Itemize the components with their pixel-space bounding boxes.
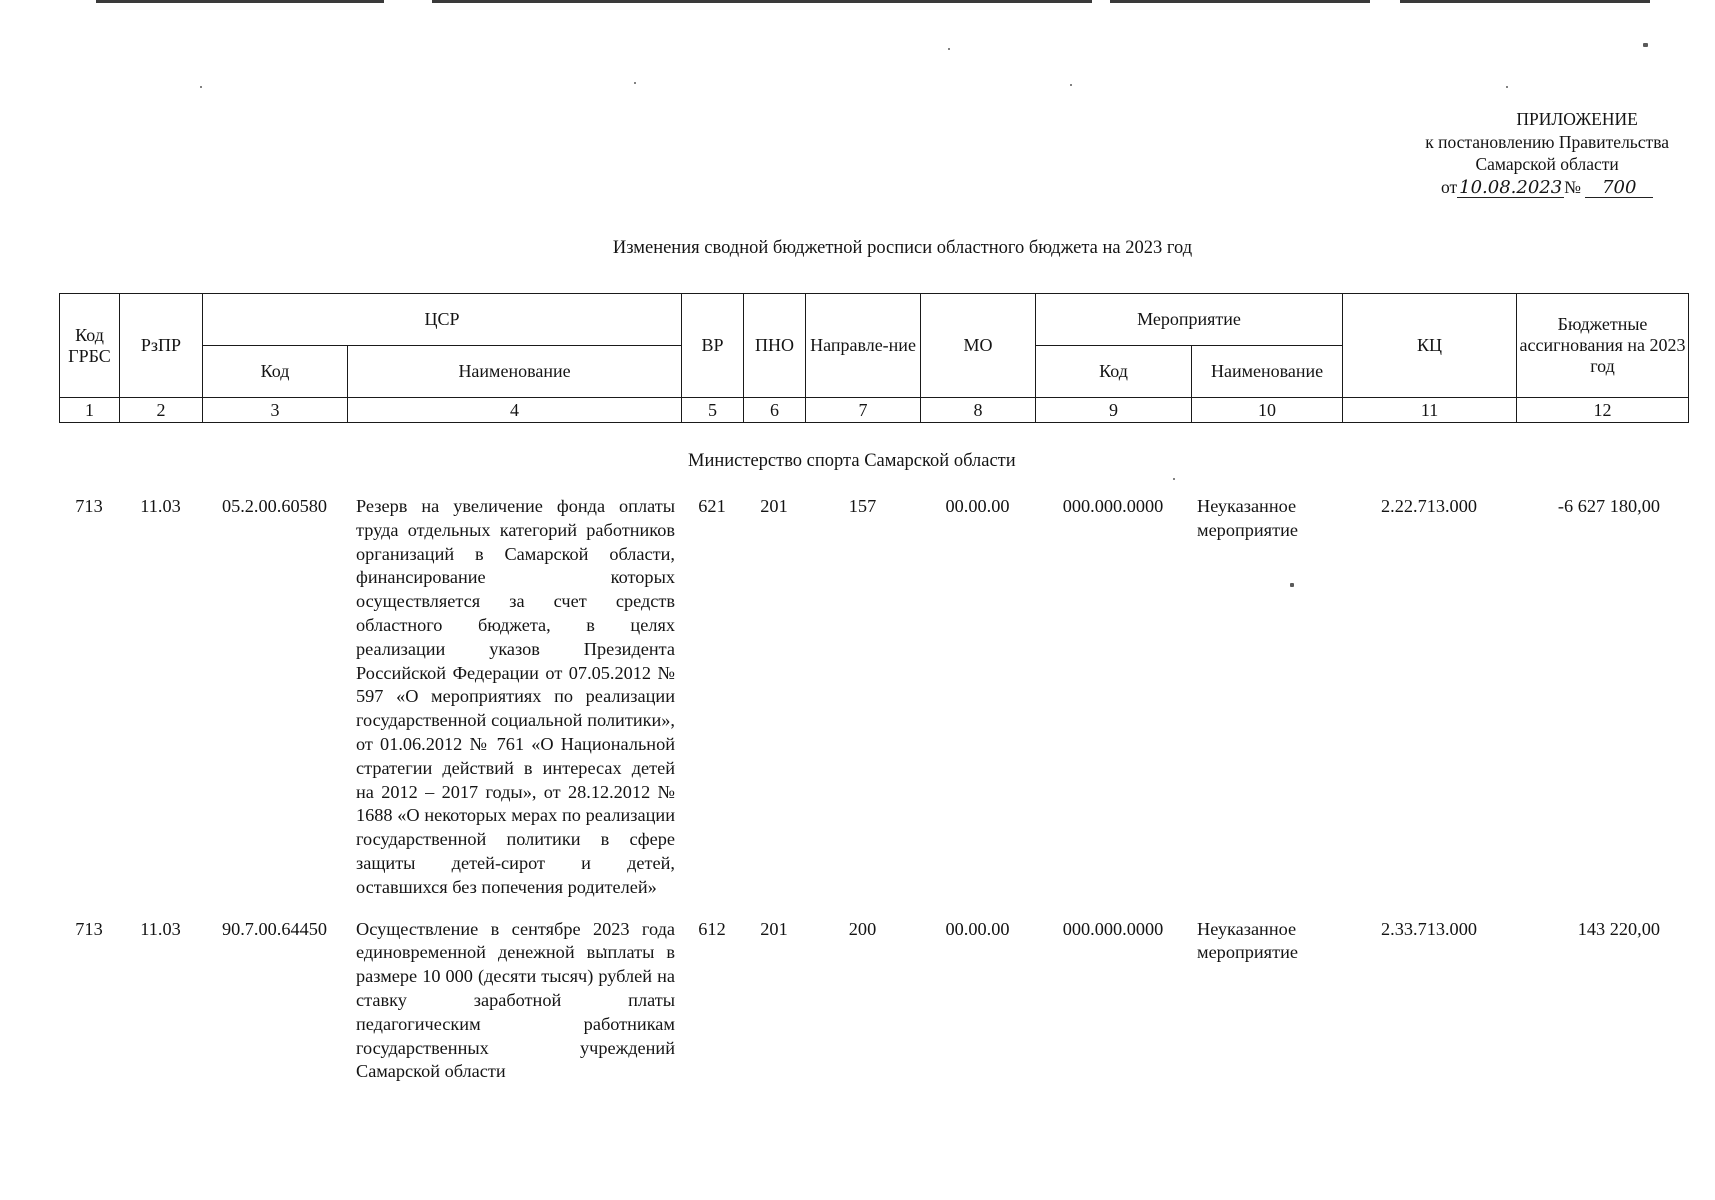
header-kc: КЦ <box>1343 294 1517 398</box>
scan-speck <box>1173 478 1175 480</box>
cell-rzpr: 11.03 <box>140 918 181 939</box>
cell-mo: 00.00.00 <box>945 496 1010 516</box>
cell-napravlenie: 200 <box>848 918 877 939</box>
column-number: 7 <box>806 398 921 423</box>
header-csr-kod: Код <box>203 346 348 398</box>
document-title: Изменения сводной бюджетной росписи областного бюджета на 2023 год <box>612 238 1193 258</box>
header-vr: ВР <box>682 294 744 398</box>
column-number: 9 <box>1036 398 1192 423</box>
column-number: 6 <box>744 398 806 423</box>
scan-edge-line <box>432 0 1092 3</box>
appendix-line-2: Самарской области <box>1475 154 1619 174</box>
section-title: Министерство спорта Самарской области <box>688 451 1016 471</box>
cell-pno: 201 <box>760 918 788 939</box>
cell-csr-code: 05.2.00.60580 <box>221 496 328 516</box>
cell-amount: -6 627 180,00 <box>1557 496 1660 516</box>
cell-csr-name: Резерв на увеличение фонда оплаты труда отдельных категорий работников организаций в Самарской области, финансирование которых осуществляется за счет средств областного бюджета, в целях реализации указов Президента Российской Федерации от 07.05.2012 № 597 «О мероприятиях по реализации государственной социальной политики», от 01.06.2012 № 761 «О Национальной стратегии действий в интересах детей на 2012 – 2017 годы», от 28.12.2012 № 1688 «О некоторых мерах по реализации государственной политики в сфере защиты детей-сирот и детей, оставшихся без попечения родителей» <box>356 496 675 897</box>
scan-speck <box>1506 86 1508 88</box>
header-mer-kod: Код <box>1036 346 1192 398</box>
cell-napravlenie: 157 <box>848 496 877 516</box>
appendix-title: ПРИЛОЖЕНИЕ <box>1516 109 1638 129</box>
data-table <box>59 495 1688 1084</box>
cell-amount: 143 220,00 <box>1577 918 1660 939</box>
cell-grbs: 713 <box>75 918 103 939</box>
header-mo: МО <box>921 294 1036 398</box>
cell-vr: 621 <box>698 496 726 516</box>
cell-mer-code: 000.000.0000 <box>1062 496 1164 516</box>
header-kod-grbs: Код ГРБС <box>60 294 120 398</box>
appendix-block <box>1425 108 1669 198</box>
header-meropriyatie: Мероприятие <box>1036 294 1343 346</box>
column-number: 11 <box>1343 398 1517 423</box>
cell-mer-code: 000.000.0000 <box>1062 918 1164 939</box>
column-number: 12 <box>1517 398 1689 423</box>
cell-kc: 2.33.713.000 <box>1381 918 1477 939</box>
scan-speck <box>1070 84 1072 86</box>
scan-speck <box>200 86 202 88</box>
header-csr-name: Наименование <box>348 346 682 398</box>
cell-pno: 201 <box>760 496 788 516</box>
scan-speck <box>1643 43 1648 47</box>
column-number: 4 <box>348 398 682 423</box>
scan-speck <box>634 82 636 84</box>
header-pno: ПНО <box>744 294 806 398</box>
header-table <box>59 293 1689 423</box>
scan-edge-line <box>1400 0 1650 3</box>
appendix-date-row <box>1425 176 1669 199</box>
cell-csr-code: 90.7.00.64450 <box>221 918 328 939</box>
scan-speck <box>948 48 950 50</box>
table-row <box>59 495 1688 918</box>
cell-grbs: 713 <box>75 496 103 516</box>
date-prefix: от <box>1440 176 1458 197</box>
scan-edge-line <box>1110 0 1370 3</box>
cell-vr: 612 <box>698 918 726 939</box>
appendix-line-1: к постановлению Правительства <box>1425 131 1669 152</box>
date-handwritten: 10.08.2023 <box>1459 176 1563 198</box>
cell-mo: 00.00.00 <box>945 918 1010 939</box>
number-handwritten: 700 <box>1585 179 1653 198</box>
cell-mer-name: Неуказанное мероприятие <box>1197 496 1298 540</box>
cell-mer-name: Неуказанное мероприятие <box>1197 918 1298 963</box>
column-number: 2 <box>120 398 203 423</box>
number-prefix: № <box>1564 176 1581 197</box>
column-number: 3 <box>203 398 348 423</box>
column-number: 10 <box>1192 398 1343 423</box>
header-mer-name: Наименование <box>1192 346 1343 398</box>
header-budget: Бюджетные ассигнования на 2023 год <box>1517 294 1689 398</box>
column-number: 1 <box>60 398 120 423</box>
column-number: 5 <box>682 398 744 423</box>
cell-csr-name: Осуществление в сентябре 2023 года единовременной денежной выплаты в размере 10 000 (десяти тысяч) рублей на ставку заработной платы педагогическим работникам государственных учреждений Самарской области <box>356 918 675 1082</box>
column-number: 8 <box>921 398 1036 423</box>
cell-rzpr: 11.03 <box>140 496 181 516</box>
header-csr: ЦСР <box>203 294 682 346</box>
cell-kc: 2.22.713.000 <box>1381 496 1477 516</box>
scan-edge-line <box>96 0 384 3</box>
header-napravlenie: Направле-ние <box>806 294 921 398</box>
table-row <box>59 918 1688 1085</box>
header-rzpr: РзПР <box>120 294 203 398</box>
